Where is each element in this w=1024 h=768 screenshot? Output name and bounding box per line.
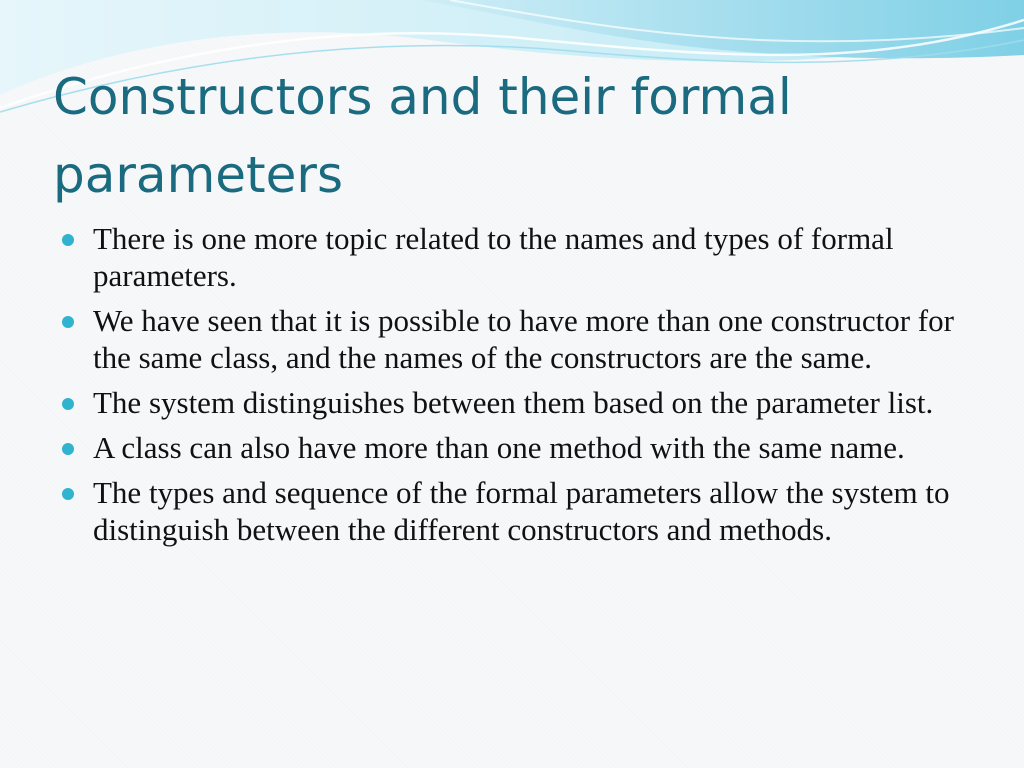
bullet-item	[62, 474, 972, 548]
bullet-item	[62, 302, 972, 376]
bullet-list	[62, 220, 972, 556]
bullet-item	[62, 429, 972, 466]
bullet-marker-icon	[62, 316, 74, 328]
bullet-text: The system distinguishes between them based on the parameter list.	[93, 385, 934, 420]
bullet-marker-icon	[62, 443, 74, 455]
bullet-item	[62, 220, 972, 294]
bullet-text: The types and sequence of the formal parameters allow the system to distinguish between the different constructors and methods.	[93, 475, 950, 547]
bullet-marker-icon	[62, 234, 74, 246]
bullet-marker-icon	[62, 398, 74, 410]
slide-title-line-2: parameters	[53, 146, 344, 204]
bullet-item	[62, 384, 972, 421]
bullet-marker-icon	[62, 488, 74, 500]
slide-title	[53, 58, 953, 214]
bullet-text: We have seen that it is possible to have more than one constructor for the same class, and the names of the constructors are the same.	[93, 303, 954, 375]
bullet-text: There is one more topic related to the names and types of formal parameters.	[93, 221, 894, 293]
slide-title-line-1: Constructors and their formal	[53, 68, 792, 126]
bullet-text: A class can also have more than one method with the same name.	[93, 430, 905, 465]
